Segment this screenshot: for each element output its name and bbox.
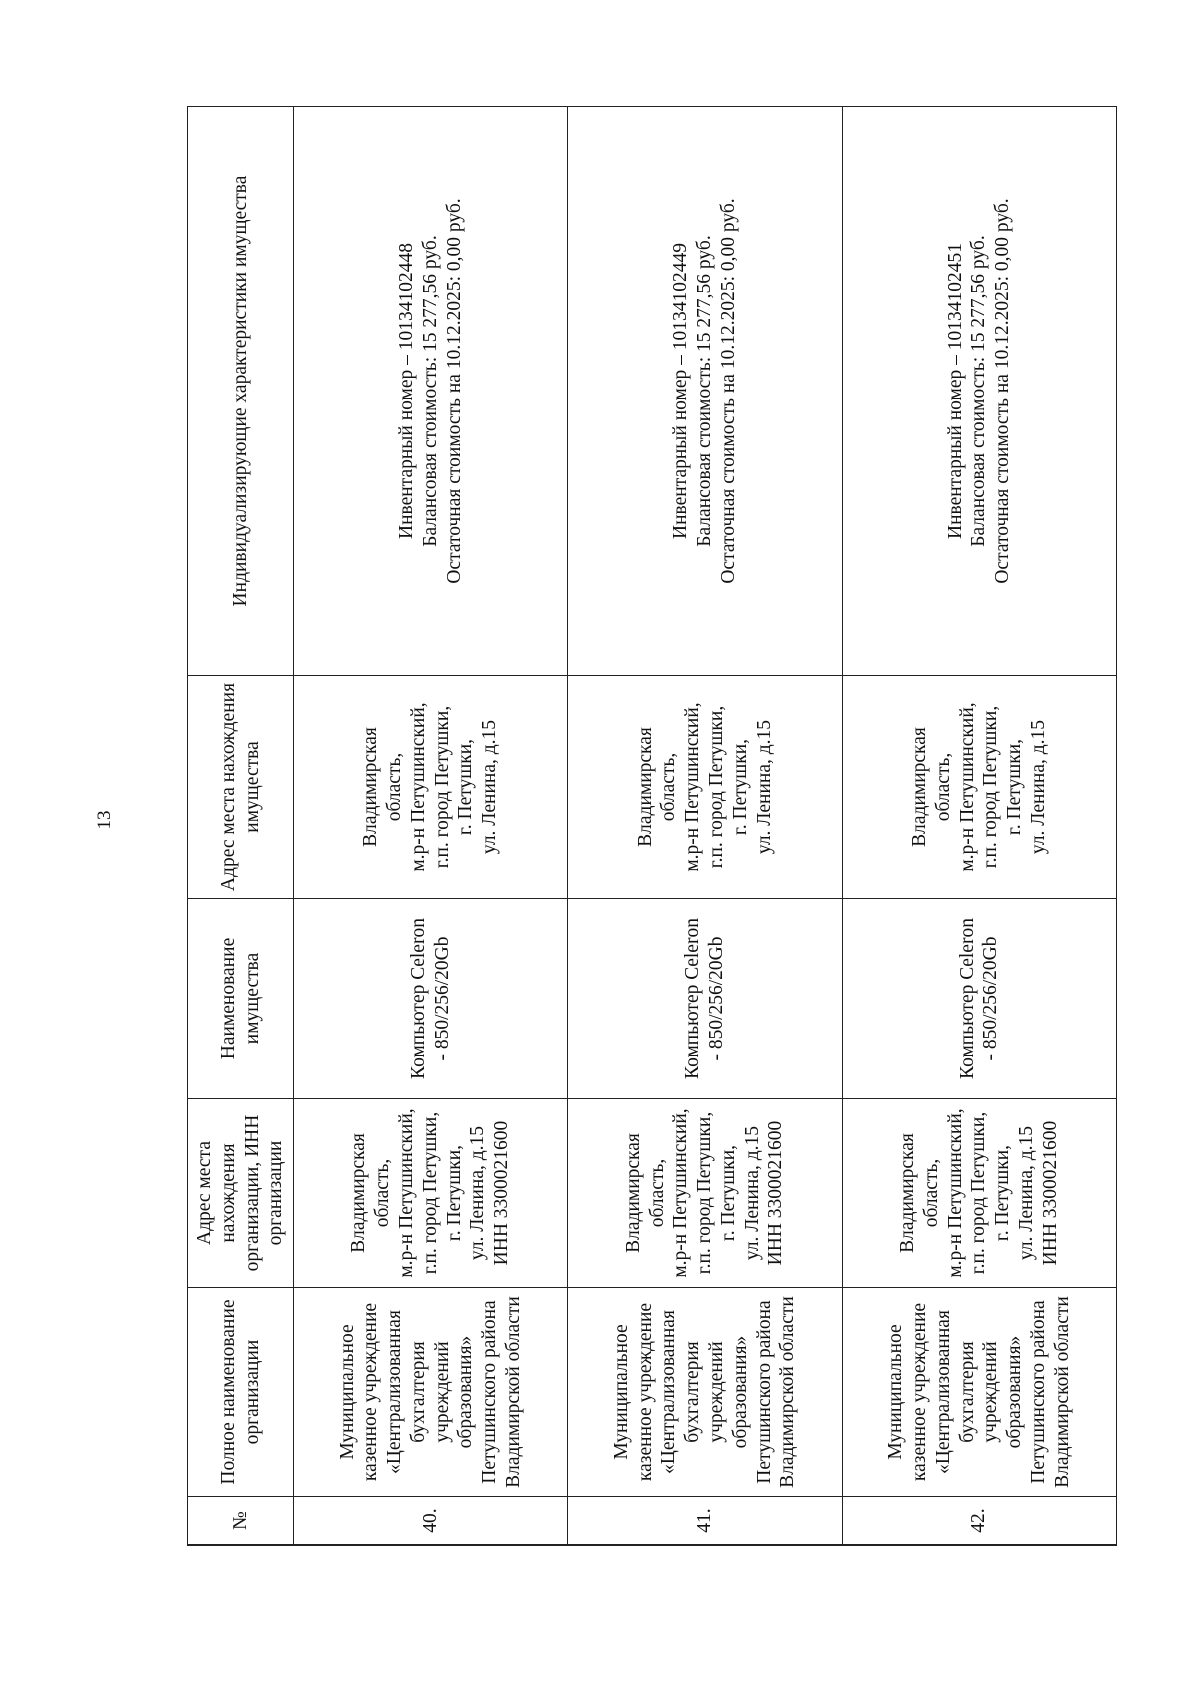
header-item-characteristics: Индивидуализирующие характеристики имущества <box>188 107 294 676</box>
org-name-cell: Муниципальное казенное учреждение «Централизованная бухгалтерия учреждений образования» Петушинского района Владимирской области <box>842 1288 1116 1497</box>
org-address-cell: Владимирская область, м.р-н Петушинский, г.п. город Петушки, г. Петушки, ул. Ленина, д.15 ИНН 3300021600 <box>294 1099 568 1288</box>
rotated-table-frame <box>187 107 1117 1545</box>
header-item-name: Наименование имущества <box>188 899 294 1099</box>
table-row <box>842 107 1116 1545</box>
header-number: № <box>188 1497 294 1545</box>
item-characteristics-cell: Инвентарный номер – 10134102451 Балансовая стоимость: 15 277,56 руб. Остаточная стоимость на 10.12.2025: 0,00 руб. <box>842 107 1116 676</box>
row-number: 42. <box>842 1497 1116 1545</box>
item-characteristics-cell: Инвентарный номер – 10134102448 Балансовая стоимость: 15 277,56 руб. Остаточная стоимость на 10.12.2025: 0,00 руб. <box>294 107 568 676</box>
table-header-row <box>188 107 294 1545</box>
header-item-address: Адрес места нахождения имущества <box>188 676 294 899</box>
row-number: 40. <box>294 1497 568 1545</box>
header-org-name: Полное наименование организации <box>188 1288 294 1497</box>
org-address-cell: Владимирская область, м.р-н Петушинский, г.п. город Петушки, г. Петушки, ул. Ленина, д.15 ИНН 3300021600 <box>842 1099 1116 1288</box>
property-table <box>187 106 1117 1545</box>
org-name-cell: Муниципальное казенное учреждение «Централизованная бухгалтерия учреждений образования» Петушинского района Владимирской области <box>568 1288 842 1497</box>
property-table-container <box>187 106 1117 1546</box>
org-address-cell: Владимирская область, м.р-н Петушинский, г.п. город Петушки, г. Петушки, ул. Ленина, д.15 ИНН 3300021600 <box>568 1099 842 1288</box>
header-org-address: Адрес места нахождения организации, ИНН организации <box>188 1099 294 1288</box>
item-name-cell: Компьютер Celeron - 850/256/20Gb <box>568 899 842 1099</box>
page-number: 13 <box>94 810 115 830</box>
row-number: 41. <box>568 1497 842 1545</box>
org-name-cell: Муниципальное казенное учреждение «Централизованная бухгалтерия учреждений образования» Петушинского района Владимирской области <box>294 1288 568 1497</box>
item-address-cell: Владимирская область, м.р-н Петушинский, г.п. город Петушки, г. Петушки, ул. Ленина, д.15 <box>568 676 842 899</box>
table-row <box>568 107 842 1545</box>
item-name-cell: Компьютер Celeron - 850/256/20Gb <box>842 899 1116 1099</box>
item-address-cell: Владимирская область, м.р-н Петушинский, г.п. город Петушки, г. Петушки, ул. Ленина, д.15 <box>842 676 1116 899</box>
item-name-cell: Компьютер Celeron - 850/256/20Gb <box>294 899 568 1099</box>
item-characteristics-cell: Инвентарный номер – 10134102449 Балансовая стоимость: 15 277,56 руб. Остаточная стоимость на 10.12.2025: 0,00 руб. <box>568 107 842 676</box>
table-row <box>294 107 568 1545</box>
item-address-cell: Владимирская область, м.р-н Петушинский, г.п. город Петушки, г. Петушки, ул. Ленина, д.15 <box>294 676 568 899</box>
